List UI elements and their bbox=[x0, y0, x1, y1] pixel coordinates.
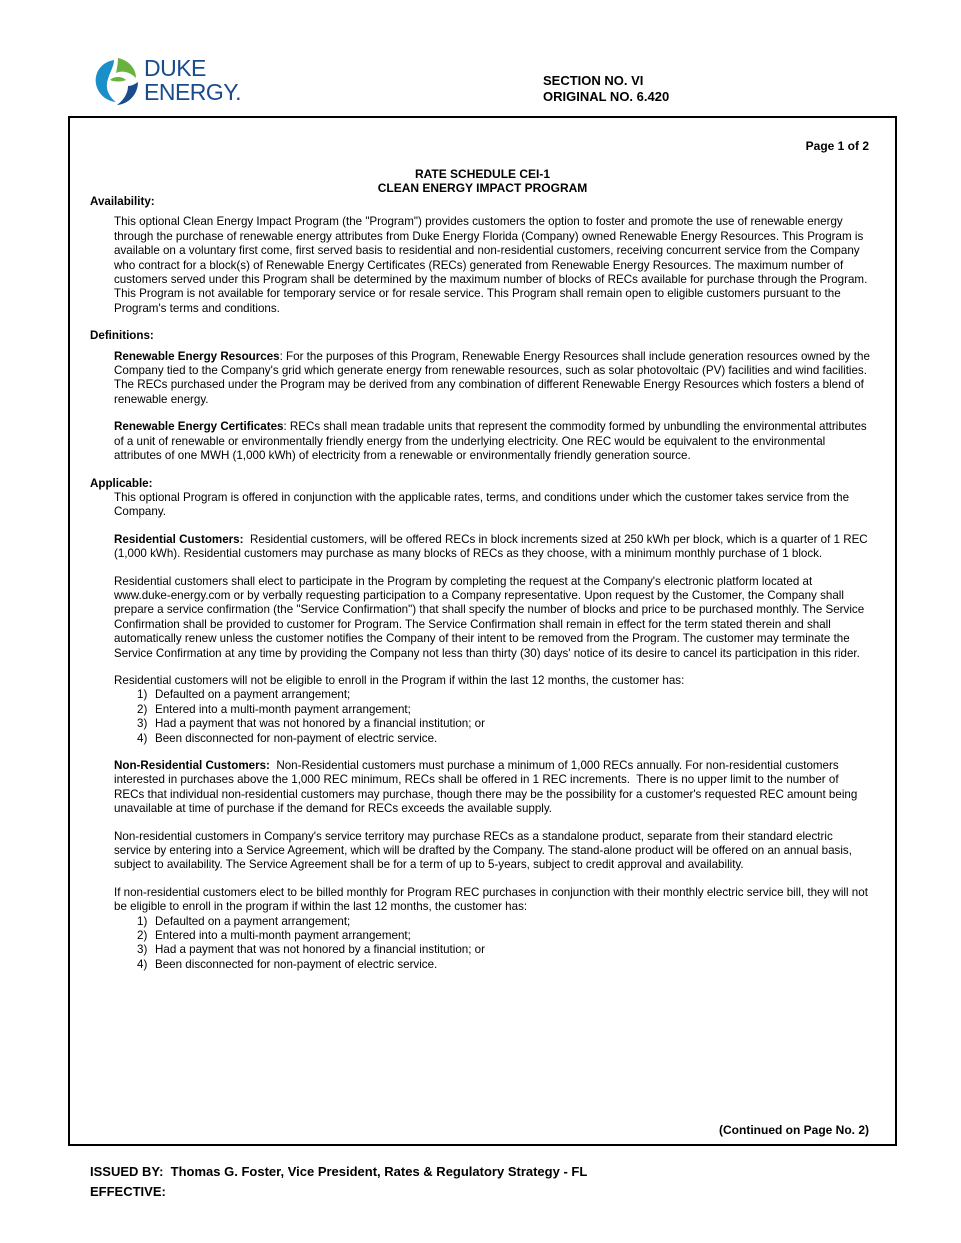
title-line-1: RATE SCHEDULE CEI-1 bbox=[414, 167, 551, 181]
original-number: ORIGINAL NO. 6.420 bbox=[543, 89, 670, 104]
list-item: 1) Defaulted on a payment arrangement; bbox=[137, 914, 351, 928]
availability-text: This optional Clean Energy Impact Program (the "Program") provides customers the option to foster and promote the use of renewable energy through the purchase of renewable energy attributes from Duke Energy Florida (Company) owned Renewable Energy Resources. This Program is available on a voluntary first come, first served basis to residential and non-residential customers, receiving concurrent service from the Company who contract for a block(s) of Renewable Energy Certificates (RECs) generated from Renewable Energy Resources. The maximum number of customers served under this Program shall be determined by the maximum number of blocks of RECs available for purchase through the Program. This Program is not available for temporary service or for resale service. This Program shall remain open to eligible customers pursuant to the Program's terms and conditions. bbox=[114, 215, 868, 315]
residential-paragraph bbox=[114, 533, 872, 562]
effective-label: EFFECTIVE: bbox=[90, 1184, 166, 1199]
non-residential-eligibility-paragraph: If non-residential customers elect to be billed monthly for Program REC purchases in conjunction with their monthly electric service bill, they will not be eligible to enroll in the program if within the last 12 months, the customer has: bbox=[114, 885, 868, 914]
list-item: 2) Entered into a multi-month payment arrangement; bbox=[137, 702, 411, 716]
definition-renewable-certificates bbox=[114, 420, 872, 463]
continued-note: (Continued on Page No. 2) bbox=[719, 1123, 869, 1137]
residential-eligibility-paragraph: Residential customers will not be eligible to enroll in the Program if within the last 12 months, the customer has: bbox=[114, 673, 685, 687]
list-item: 4) Been disconnected for non-payment of electric service. bbox=[137, 731, 438, 745]
non-residential-paragraph bbox=[114, 759, 872, 817]
section-number: SECTION NO. VI bbox=[543, 73, 644, 88]
term-residential: Residential Customers: bbox=[114, 532, 244, 546]
definitions-heading: Definitions: bbox=[90, 329, 154, 343]
issued-by-name: Thomas G. Foster, Vice President, Rates & Regulatory Strategy - FL bbox=[170, 1164, 588, 1179]
document-title bbox=[70, 167, 895, 195]
applicable-heading: Applicable: bbox=[90, 476, 153, 490]
document-body bbox=[90, 195, 872, 972]
issuance-footer bbox=[90, 1162, 587, 1202]
text-residential: Residential customers, will be offered RECs in block increments sized at 250 kWh per block, which is a quarter of 1 REC (1,000 kWh). Residential customers may purchase as many blocks of RECs as they choose, with a minimum monthly purchase of 1 block. bbox=[114, 532, 871, 561]
term-renewable-certificates: Renewable Energy Certificates bbox=[114, 420, 284, 434]
section-header bbox=[543, 73, 669, 105]
effective-line bbox=[90, 1182, 587, 1202]
page-number: Page 1 of 2 bbox=[805, 139, 869, 153]
duke-energy-mark-icon bbox=[92, 56, 142, 108]
logo-line-1: DUKE bbox=[144, 55, 206, 81]
non-residential-eligibility-list bbox=[114, 915, 872, 973]
issued-label: ISSUED BY: bbox=[90, 1164, 164, 1179]
logo-wordmark bbox=[144, 56, 241, 104]
list-item: 1) Defaulted on a payment arrangement; bbox=[137, 688, 351, 702]
document-frame bbox=[68, 116, 897, 1146]
list-item: 2) Entered into a multi-month payment arrangement; bbox=[137, 929, 411, 943]
text-non-residential: Non-Residential customers must purchase a minimum of 1,000 RECs annually. For non-residential customers interested in purchases above the 1,000 REC minimum, RECs shall be offered in 1 REC increments. There is no upper limit to the number of RECs that individual non-residential customers may purchase, though there may be the possibility for a customer's requested REC amount being unavailable at time of purchase if the demand for RECs exceeds the available supply. bbox=[114, 759, 861, 816]
text-renewable-certificates: : RECs shall mean tradable units that represent the commodity formed by unbundling the environmental attributes of a unit of renewable or environmentally friendly energy from the underlying electricity. One REC would be equivalent to the environmental attributes of one MWH (1,000 kWh) of electricity from a renewable or environmentally friendly generation source. bbox=[114, 420, 867, 463]
issued-by-line bbox=[90, 1162, 587, 1182]
non-residential-standalone-paragraph: Non-residential customers in Company's service territory may purchase RECs as a standalone product, separate from their standard electric service by entering into a Service Agreement, which will be drafted by the Company. The stand-alone product will be offered on an annual basis, subject to availability. The Service Agreement shall be for a term of up to 5-years, subject to credit approval and availability. bbox=[114, 829, 852, 872]
applicable-intro: This optional Program is offered in conjunction with the applicable rates, terms, and conditions under which the customer takes service from the Company. bbox=[114, 490, 850, 519]
logo-line-2: ENERGY. bbox=[144, 79, 242, 105]
term-renewable-resources: Renewable Energy Resources bbox=[114, 349, 280, 363]
title-line-2: CLEAN ENERGY IMPACT PROGRAM bbox=[377, 181, 588, 195]
availability-heading: Availability: bbox=[90, 195, 155, 208]
definition-renewable-resources bbox=[114, 350, 872, 408]
list-item: 3) Had a payment that was not honored by a financial institution; or bbox=[137, 943, 485, 957]
residential-eligibility-list bbox=[114, 688, 872, 746]
text-renewable-resources: : For the purposes of this Program, Renewable Energy Resources shall include generation resources owned by the Company tied to the Company's grid which generate energy from renewable resources, such as solar photovoltaic (PV) facilities and wind facilities. The RECs purchased under the Program may be derived from any combination of different Renewable Energy Resources which fosters a blend of renewable energy. bbox=[114, 349, 870, 406]
duke-energy-logo bbox=[92, 56, 262, 110]
term-non-residential: Non-Residential Customers: bbox=[114, 759, 270, 772]
list-item: 3) Had a payment that was not honored by a financial institution; or bbox=[137, 717, 485, 731]
list-item: 4) Been disconnected for non-payment of electric service. bbox=[137, 957, 438, 971]
residential-enrollment-paragraph: Residential customers shall elect to participate in the Program by completing the request at the Company's electronic platform located at www.duke-energy.com or by verbally requesting participation to a Company representative. Upon request by the Customer, the Company shall prepare a service confirmation (the "Service Confirmation") that shall specify the number of blocks and price to be purchased monthly. The Service Confirmation shall be provided to customer for Program. The Service Confirmation shall remain in effect for the term stated therein and shall automatically renew unless the customer notifies the Company of their intent to be removed from the Program. The customer may terminate the Service Confirmation at any time by providing the Company not less than thirty (30) days' notice of its desire to cancel its participation in this rider. bbox=[114, 574, 865, 660]
